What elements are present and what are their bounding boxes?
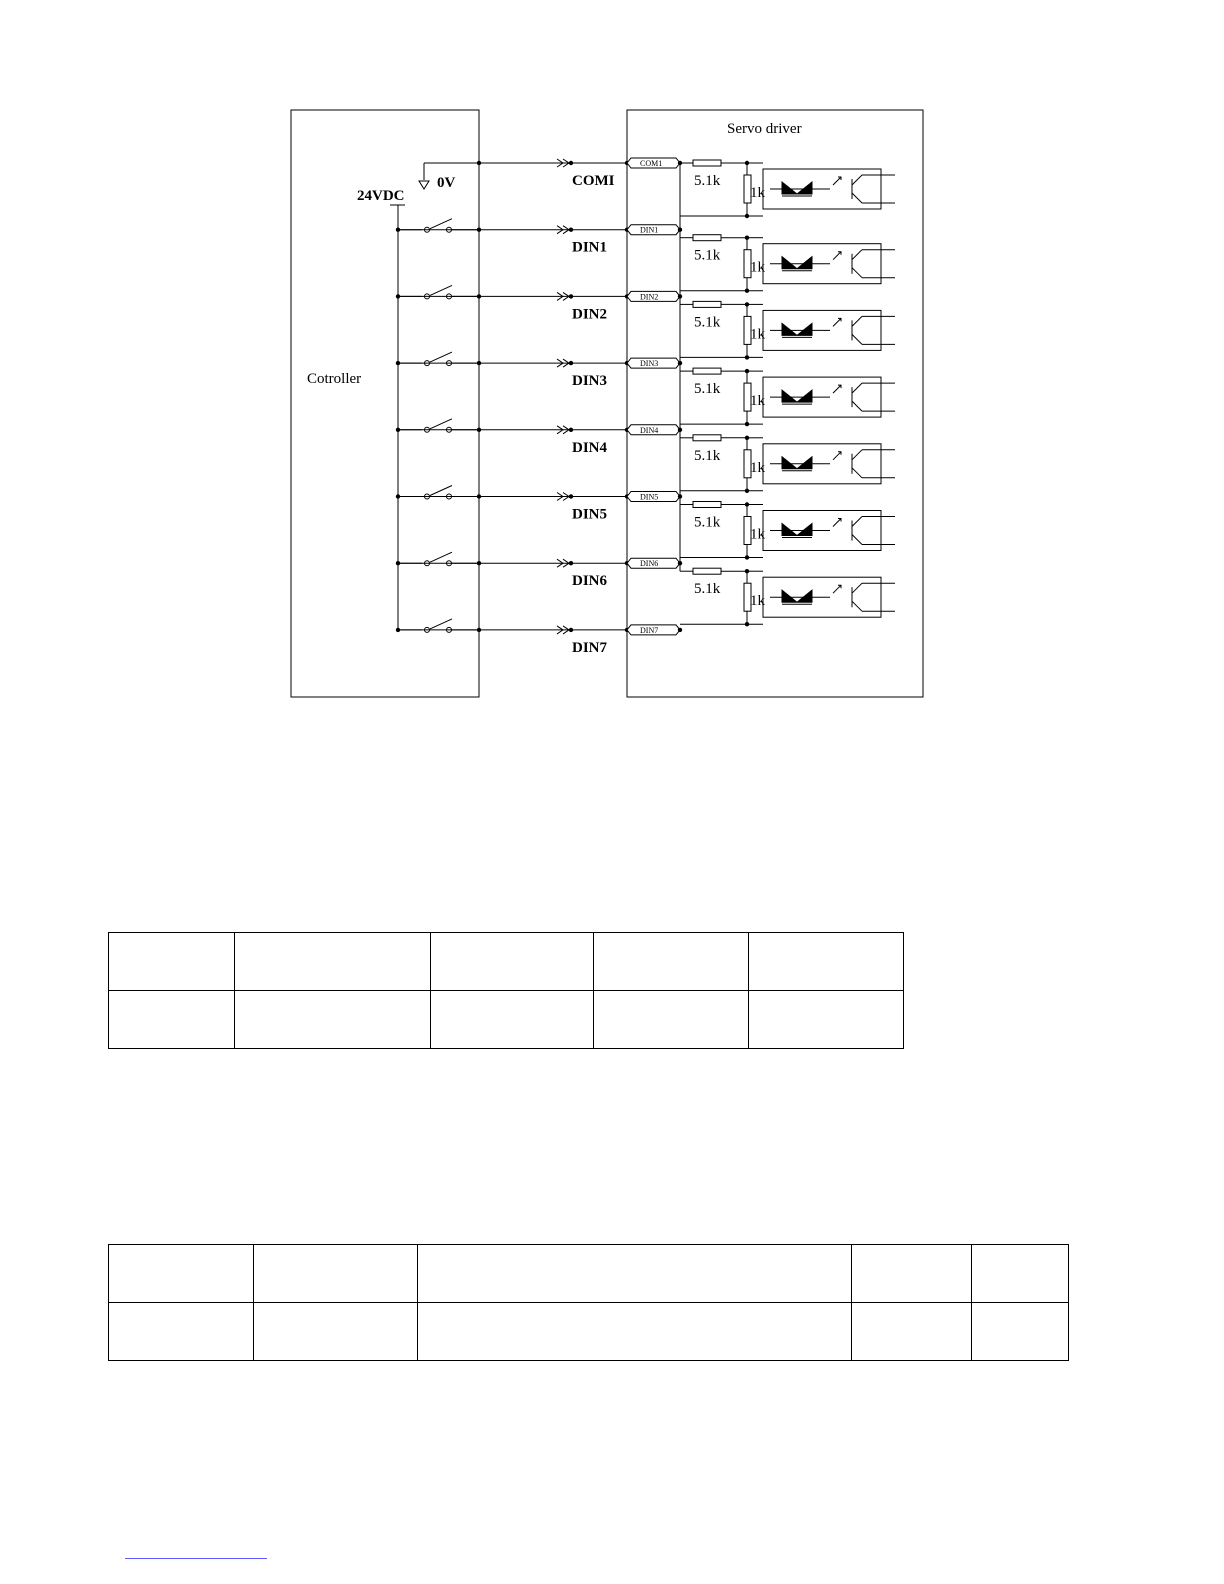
wiring-layer (390, 158, 895, 656)
junction-dot (477, 228, 481, 232)
resistor-5k1-label: 5.1k (694, 314, 721, 331)
resistor-5k1-label: 5.1k (694, 514, 721, 531)
phototransistor-emitter (852, 468, 862, 478)
junction-dot (569, 428, 573, 432)
light-arrow-icon (833, 318, 841, 326)
table-cell (972, 1245, 1069, 1303)
table-cell (109, 991, 235, 1049)
junction-dot (569, 361, 573, 365)
led-pair-icon (782, 390, 812, 402)
pin-label: DIN2 (640, 292, 659, 302)
junction-dot (477, 161, 481, 165)
resistor-1k-label: 1k (750, 185, 765, 201)
junction-dot (477, 561, 481, 565)
table-cell (109, 933, 235, 991)
phototransistor-collector (852, 316, 862, 326)
resistor-5k1-label: 5.1k (694, 173, 721, 189)
junction-dot (569, 294, 573, 298)
servo-driver-box (627, 110, 923, 697)
phototransistor-emitter (852, 535, 862, 545)
resistor-5k1 (693, 435, 721, 441)
junction-dot (477, 294, 481, 298)
led-pair-icon (782, 590, 812, 602)
wiring-diagram (0, 0, 1224, 720)
phototransistor-emitter (852, 193, 862, 203)
phototransistor-collector (852, 175, 862, 185)
junction-dot (678, 294, 682, 298)
table-row (109, 1245, 1069, 1303)
led-pair-icon (782, 457, 812, 469)
table-cell (253, 1303, 417, 1361)
led-pair-icon (782, 524, 812, 536)
table-cell (430, 991, 594, 1049)
phototransistor-collector (852, 583, 862, 593)
junction-dot (477, 428, 481, 432)
table-cell (109, 1245, 254, 1303)
pin-label: DIN5 (640, 492, 659, 502)
resistor-5k1 (693, 368, 721, 374)
resistor-5k1-label: 5.1k (694, 247, 721, 264)
junction-dot (569, 494, 573, 498)
junction-dot (477, 628, 481, 632)
junction-dot (569, 628, 573, 632)
resistor-1k-label: 1k (750, 393, 765, 410)
signal-label: DIN3 (572, 373, 608, 390)
table-row (109, 991, 904, 1049)
servo-driver-label: Servo driver (727, 121, 802, 137)
table-cell (234, 991, 430, 1049)
junction-dot (678, 428, 682, 432)
table-cell (852, 1303, 972, 1361)
junction-dot (477, 494, 481, 498)
table-2 (108, 1244, 1069, 1361)
resistor-1k-label: 1k (750, 259, 765, 276)
table-1 (108, 932, 904, 1049)
light-arrow-icon (833, 452, 841, 460)
resistor-1k-label: 1k (750, 326, 765, 343)
phototransistor-collector (852, 517, 862, 527)
resistor-5k1-label: 5.1k (694, 381, 721, 398)
table-cell (253, 1245, 417, 1303)
table-cell (594, 991, 749, 1049)
phototransistor-emitter (852, 401, 862, 411)
resistor-1k-label: 1k (750, 459, 765, 476)
phototransistor-emitter (852, 334, 862, 344)
table-cell (852, 1245, 972, 1303)
signal-label: DIN1 (572, 239, 608, 256)
ground-label: 0V (437, 175, 456, 191)
resistor-5k1 (693, 301, 721, 307)
ground-icon (419, 181, 429, 189)
led-pair-icon (782, 182, 812, 194)
pin-label: DIN4 (640, 425, 659, 435)
phototransistor-collector (852, 250, 862, 260)
phototransistor-emitter (852, 268, 862, 278)
light-arrow-icon (833, 385, 841, 393)
table-cell (972, 1303, 1069, 1361)
junction-dot (569, 561, 573, 565)
signal-label: DIN5 (572, 506, 608, 523)
controller-label: Cotroller (307, 371, 362, 387)
junction-dot (477, 361, 481, 365)
table-row (109, 1303, 1069, 1361)
phototransistor-collector (852, 450, 862, 460)
table-cell (749, 991, 904, 1049)
signal-label: DIN7 (572, 639, 608, 656)
table-cell (430, 933, 594, 991)
supply-label: 24VDC (357, 188, 405, 204)
table-row (109, 933, 904, 991)
junction-dot (678, 561, 682, 565)
pin-label: DIN6 (640, 559, 659, 569)
led-pair-icon (782, 323, 812, 335)
table-cell (234, 933, 430, 991)
table-cell (417, 1245, 852, 1303)
junction-dot (569, 228, 573, 232)
resistor-1k-label: 1k (750, 593, 765, 610)
junction-dot (678, 228, 682, 232)
junction-dot (678, 494, 682, 498)
light-arrow-icon (833, 519, 841, 527)
light-arrow-icon (833, 585, 841, 593)
pin-label: DIN1 (640, 225, 659, 235)
table-cell (594, 933, 749, 991)
signal-label: DIN2 (572, 306, 608, 323)
resistor-5k1 (693, 502, 721, 508)
signal-label: COMI (572, 173, 615, 189)
signal-label: DIN6 (572, 573, 608, 590)
junction-dot (678, 361, 682, 365)
led-pair-icon (782, 257, 812, 269)
resistor-5k1 (693, 568, 721, 574)
junction-dot (569, 161, 573, 165)
pin-label: COM1 (640, 159, 663, 168)
phototransistor-collector (852, 383, 862, 393)
light-arrow-icon (833, 252, 841, 260)
resistor-5k1 (693, 235, 721, 241)
footer-rule (125, 1558, 267, 1559)
signal-label: DIN4 (572, 439, 608, 456)
resistor-5k1-label: 5.1k (694, 581, 721, 598)
table-cell (417, 1303, 852, 1361)
junction-dot (678, 628, 682, 632)
table-cell (109, 1303, 254, 1361)
table-cell (749, 933, 904, 991)
phototransistor-emitter (852, 601, 862, 611)
pin-label: DIN3 (640, 359, 659, 369)
resistor-1k-label: 1k (750, 526, 765, 543)
resistor-5k1 (693, 160, 721, 166)
pin-label: DIN7 (640, 625, 659, 635)
resistor-5k1-label: 5.1k (694, 447, 721, 464)
light-arrow-icon (833, 177, 841, 185)
